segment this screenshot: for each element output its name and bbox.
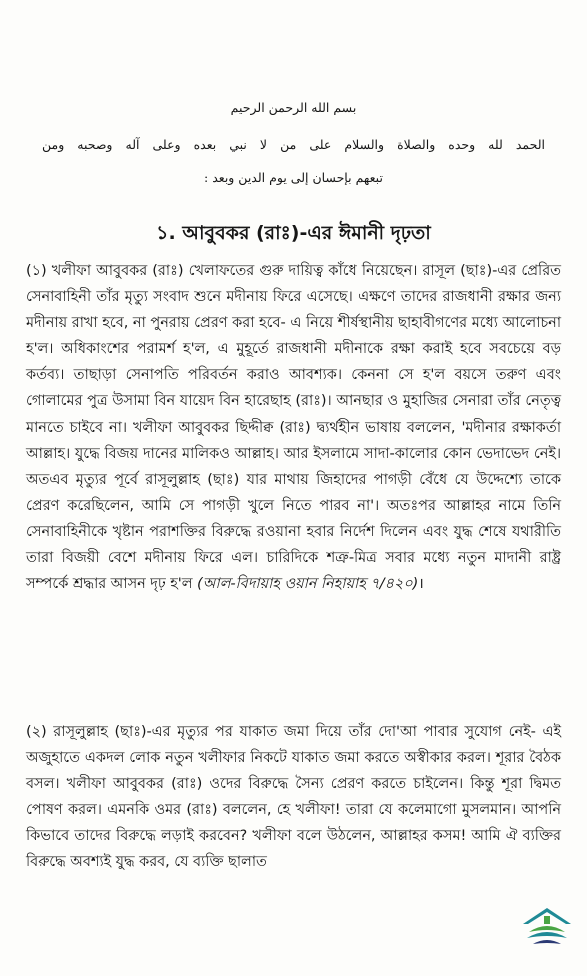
publisher-logo-icon <box>519 902 575 958</box>
arabic-basmala: بسم الله الرحمن الرحيم <box>230 100 357 115</box>
paragraph-2 <box>26 719 561 876</box>
arabic-opening-tail: تبعهم بإحسان إلى يوم الدين وبعد : <box>204 170 383 185</box>
arabic-hamd: الحمد لله وحده والصلاة والسلام على من لا نبي بعده وعلى آله وصحبه ومن <box>42 137 545 152</box>
paragraph-1-reference: (আল-বিদায়াহ ওয়ান নিহায়াহ ৭/৪২০) <box>197 575 419 593</box>
paragraph-1-text: (১) খলীফা আবুবকর (রাঃ) খেলাফতের গুরু দায়িত্ব কাঁধে নিয়েছেন। রাসূল (ছাঃ)-এর প্রেরিত সেনাবাহিনী তাঁর মৃত্যু সংবাদ শুনে মদীনায় ফিরে এসেছে। এক্ষণে তাদের রাজধানী রক্ষার জন্য মদীনায় রাখা হবে, না পুনরায় প্রেরণ করা হবে- এ নিয়ে শীর্ষস্থানীয় ছাহাবীগণের মধ্যে আলোচনা হ'ল। অধিকাংশের পরামর্শ হ'ল, এ মুহূর্তে রাজধানী মদীনাকে রক্ষা করাই হবে সবচেয়ে বড় কর্তব্য। তাছাড়া সেনাপতি পরিবর্তন করাও আবশ্যক। কেননা সে হ'ল বয়সে তরুণ এবং গোলামের পুত্র উসামা বিন যায়েদ বিন হারেছাহ (রাঃ)। আনছার ও মুহাজির সেনারা তাঁর নেতৃত্ব মানতে চাইবে না। খলীফা আবুবকর ছিদ্দীক্ব (রাঃ) দ্ব্যর্থহীন ভাষায় বললেন, 'মদীনার রক্ষাকর্তা আল্লাহ। যুদ্ধে বিজয় দানের মালিকও আল্লাহ। আর ইসলামে সাদা-কালোর কোন ভেদাভেদ নেই। অতএব মৃত্যুর পূর্বে রাসূলুল্লাহ (ছাঃ) যার মাথায় জিহাদের পাগড়ী বেঁধে যে উদ্দেশ্যে তাকে প্রেরণ করেছিলেন, আমি সে পাগড়ী খুলে নিতে পারব না'। অতঃপর আল্লাহর নামে তিনি সেনাবাহিনীকে খৃষ্টান পরাশক্তির বিরুদ্ধে রওয়ানা হবার নির্দেশ দিলেন এবং যুদ্ধ শেষে যথারীতি তারা বিজয়ী বেশে মদীনায় ফিরে এল। চারিদিকে শত্রু-মিত্র সবার মধ্যে নতুন মাদানী রাষ্ট্র সম্পর্কে শ্রদ্ধার আসন দৃঢ় হ'ল <box>26 262 561 593</box>
section-heading: ১. আবুবকর (রাঃ)-এর ঈমানী দৃঢ়তা <box>156 222 431 244</box>
paragraph-1-end: । <box>418 575 424 593</box>
paragraph-1 <box>26 258 561 597</box>
paragraph-2-text: (২) রাসূলুল্লাহ (ছাঃ)-এর মৃত্যুর পর যাকাত জমা দিয়ে তাঁর দো'আ পাবার সুযোগ নেই- এই অজুহাতে একদল লোক নতুন খলীফার নিকটে যাকাত জমা করতে অস্বীকার করল। শূরার বৈঠক বসল। খলীফা আবুবকর (রাঃ) ওদের বিরুদ্ধে সৈন্য প্রেরণ করতে চাইলেন। কিন্তু শূরা দ্বিমত পোষণ করল। এমনকি ওমর (রাঃ) বললেন, হে খলীফা! তারা যে কলেমাগো মুসলমান। আপনি কিভাবে তাদের বিরুদ্ধে লড়াই করবেন? খলীফা বলে উঠলেন, আল্লাহর কসম! আমি ঐ ব্যক্তির বিরুদ্ধে অবশ্যই যুদ্ধ করব, যে ব্যক্তি ছালাত <box>26 723 561 871</box>
